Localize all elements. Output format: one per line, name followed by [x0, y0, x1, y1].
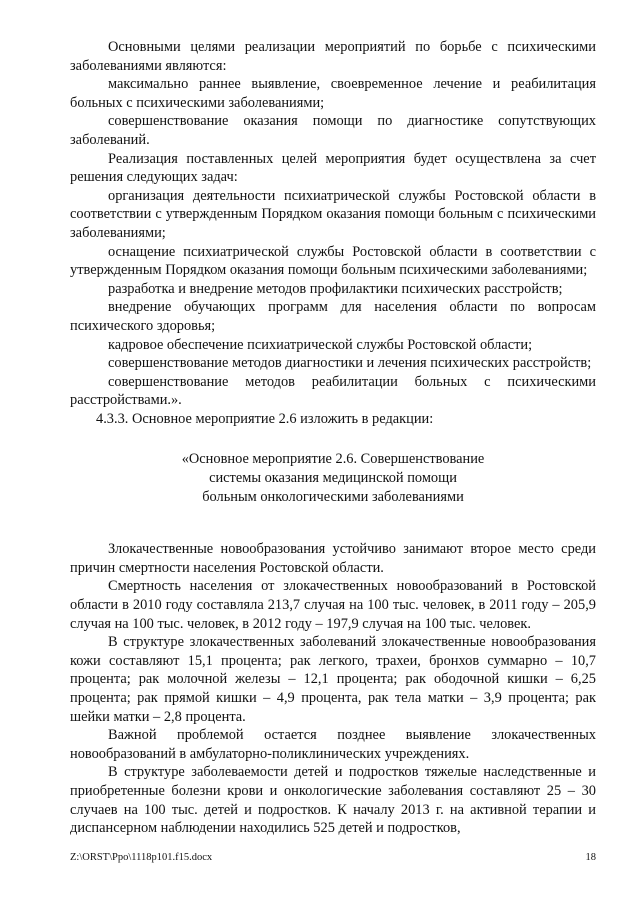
page-number: 18 [585, 852, 596, 863]
file-path: Z:\ORST\Ppo\1118p101.f15.docx [70, 852, 213, 863]
paragraph: организация деятельности психиатрической службы Ростовской области в соответствии с утвержденным Порядком оказания помощи больным с психическими заболеваниями; [70, 187, 596, 241]
paragraph: совершенствование методов диагностики и лечения психических расстройств; [108, 355, 592, 372]
document-body [70, 38, 596, 838]
heading-line: больным онкологическими заболеваниями [202, 488, 464, 505]
paragraph: совершенствование оказания помощи по диагностике сопутствующих заболеваний. [70, 113, 596, 148]
paragraph: В структуре заболеваемости детей и подростков тяжелые наследственные и приобретенные болезни крови и онкологические заболевания составляют 25 – 30 случаев на 100 тыс. детей и подростков. К началу 2013 г. на активной терапии и диспансерном наблюдении находились 525 детей и подростков, [70, 764, 596, 837]
paragraph: Основными целями реализации мероприятий по борьбе с психическими заболеваниями являются: [70, 39, 596, 74]
paragraph: Реализация поставленных целей мероприятия будет осуществлена за счет решения следующих задач: [70, 150, 596, 186]
paragraph: Смертность населения от злокачественных новообразований в Ростовской области в 2010 году составляла 213,7 случая на 100 тыс. человек, в 2011 году – 205,9 случая на 100 тыс. человек, в 2012 году – 197,9 случая на 100 тыс. человек. [70, 578, 596, 632]
paragraph: Злокачественные новообразования устойчиво занимают второе место среди причин смертности населения Ростовской области. [70, 541, 596, 576]
section-instruction: 4.3.3. Основное мероприятие 2.6 изложить в редакции: [96, 410, 434, 427]
heading-line: системы оказания медицинской помощи [209, 470, 457, 487]
paragraph: совершенствование методов реабилитации больных с психическими расстройствами.». [70, 373, 596, 409]
paragraph: максимально раннее выявление, своевременное лечение и реабилитация больных с психическими заболеваниями; [70, 76, 596, 111]
paragraph: кадровое обеспечение психиатрической службы Ростовской области; [108, 336, 533, 353]
section-heading [70, 450, 596, 506]
paragraph: В структуре злокачественных заболеваний злокачественные новообразования кожи составляют 15,1 процента; рак легкого, трахеи, бронхов суммарно – 10,7 процента; рак молочной железы – 12,1 процента; рак ободочной кишки – 6,25 процента; рак прямой кишки – 4,9 процента, рак тела матки – 3,9 процента; рак шейки матки – 2,8 процента. [70, 634, 596, 725]
paragraph: оснащение психиатрической службы Ростовской области в соответствии с утвержденным Порядком оказания помощи больным психическими заболеваниями; [70, 243, 596, 279]
paragraph: внедрение обучающих программ для населения области по вопросам психического здоровья; [70, 299, 596, 334]
paragraph: разработка и внедрение методов профилактики психических расстройств; [108, 280, 563, 297]
paragraph: Важной проблемой остается позднее выявление злокачественных новообразований в амбулаторно-поликлинических учреждениях. [70, 727, 596, 762]
heading-line: «Основное мероприятие 2.6. Совершенствование [181, 451, 485, 468]
